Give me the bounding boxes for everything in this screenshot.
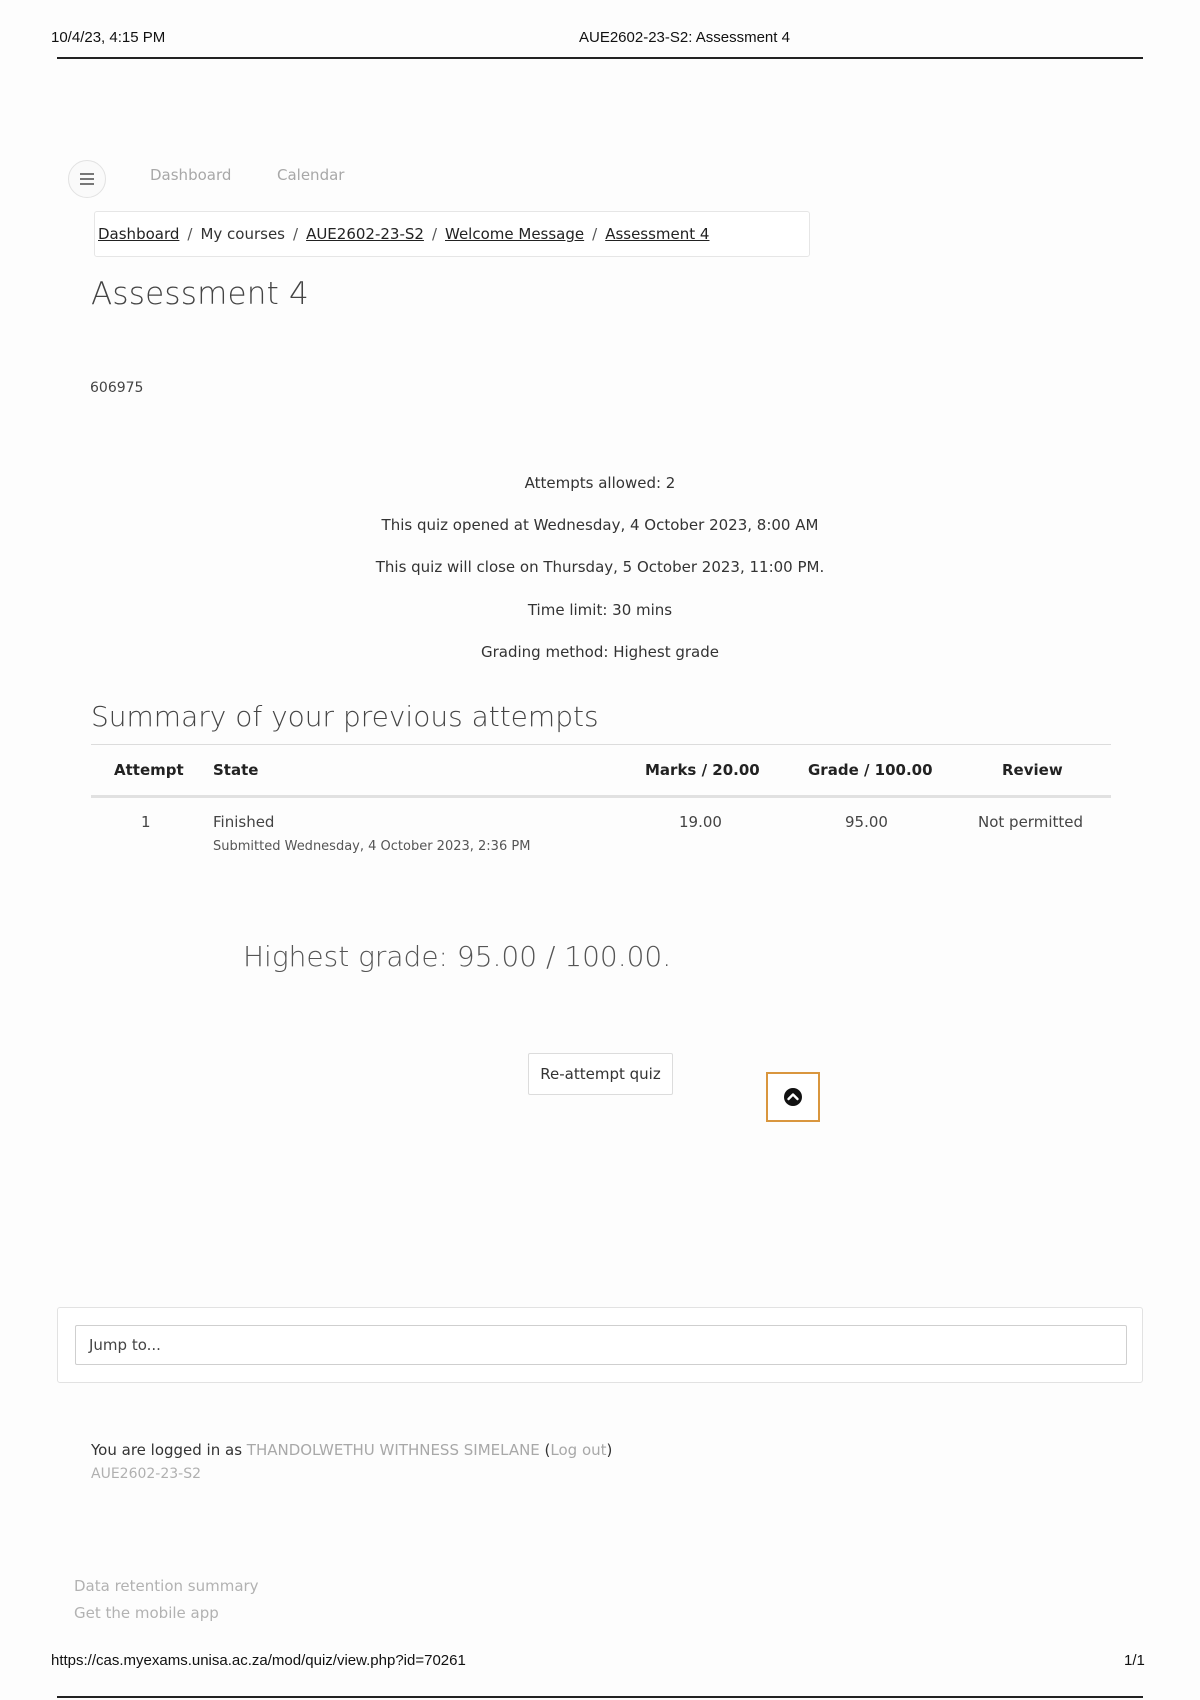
breadcrumb-course[interactable]: AUE2602-23-S2 <box>306 225 424 243</box>
breadcrumb-separator: / <box>187 225 193 243</box>
column-header-marks: Marks / 20.00 <box>645 761 760 779</box>
data-retention-link[interactable]: Data retention summary <box>74 1577 259 1595</box>
id-number: 606975 <box>90 380 144 396</box>
logout-link[interactable]: Log out <box>550 1441 607 1459</box>
column-header-review: Review <box>1002 761 1063 779</box>
time-limit: Time limit: 30 mins <box>527 601 673 619</box>
breadcrumb-assessment[interactable]: Assessment 4 <box>605 225 710 243</box>
print-datetime: 10/4/23, 4:15 PM <box>51 29 166 46</box>
hamburger-menu-button[interactable] <box>68 160 106 198</box>
user-profile-link[interactable]: THANDOLWETHU WITHNESS SIMELANE <box>246 1441 540 1459</box>
breadcrumb <box>94 211 810 257</box>
print-doc-title: AUE2602-23-S2: Assessment 4 <box>579 29 790 46</box>
breadcrumb-separator: / <box>592 225 598 243</box>
close-paren: ) <box>606 1441 613 1459</box>
breadcrumb-separator: / <box>431 225 437 243</box>
grading-method: Grading method: Highest grade <box>480 643 719 661</box>
jump-to-select[interactable] <box>75 1325 1127 1365</box>
header-rule <box>57 57 1143 59</box>
row-attempt-number: 1 <box>141 813 151 831</box>
nav-calendar-link[interactable]: Calendar <box>277 166 345 184</box>
highest-grade: Highest grade: 95.00 / 100.00. <box>243 940 672 973</box>
row-marks: 19.00 <box>679 813 722 831</box>
table-header-rule <box>91 795 1111 798</box>
row-review: Not permitted <box>978 813 1083 831</box>
reattempt-quiz-button[interactable]: Re-attempt quiz <box>528 1053 673 1095</box>
summary-title: Summary of your previous attempts <box>91 700 599 733</box>
print-url: https://cas.myexams.unisa.ac.za/mod/quiz/view.php?id=70261 <box>51 1652 466 1669</box>
nav-dashboard-link[interactable]: Dashboard <box>150 166 232 184</box>
breadcrumb-my-courses: My courses <box>200 225 285 243</box>
jump-to-placeholder: Jump to... <box>89 1336 161 1354</box>
hamburger-menu-icon <box>79 172 95 186</box>
breadcrumb-dashboard[interactable]: Dashboard <box>98 225 180 243</box>
quiz-opened: This quiz opened at Wednesday, 4 October 2023, 8:00 AM <box>381 516 819 534</box>
page-title: Assessment 4 <box>91 276 309 312</box>
row-submitted: Submitted Wednesday, 4 October 2023, 2:36 PM <box>213 839 531 854</box>
row-state: Finished <box>213 813 275 831</box>
column-header-attempt: Attempt <box>114 761 184 779</box>
chevron-up-circle-icon <box>783 1087 803 1107</box>
breadcrumb-welcome-message[interactable]: Welcome Message <box>445 225 585 243</box>
logged-in-prefix: You are logged in as <box>91 1441 247 1459</box>
quiz-close: This quiz will close on Thursday, 5 October 2023, 11:00 PM. <box>375 558 825 576</box>
breadcrumb-separator: / <box>293 225 299 243</box>
column-header-state: State <box>213 761 259 779</box>
row-grade: 95.00 <box>845 813 888 831</box>
print-page-number: 1/1 <box>1124 1652 1145 1669</box>
back-to-top-button[interactable] <box>766 1072 820 1122</box>
column-header-grade: Grade / 100.00 <box>808 761 933 779</box>
attempts-allowed: Attempts allowed: 2 <box>524 474 676 492</box>
mobile-app-link[interactable]: Get the mobile app <box>74 1604 219 1622</box>
footer-course-link[interactable]: AUE2602-23-S2 <box>91 1466 202 1482</box>
open-paren: ( <box>539 1441 551 1459</box>
table-top-rule <box>91 744 1111 745</box>
logged-in-info <box>91 1441 612 1459</box>
footer-rule <box>57 1696 1143 1698</box>
